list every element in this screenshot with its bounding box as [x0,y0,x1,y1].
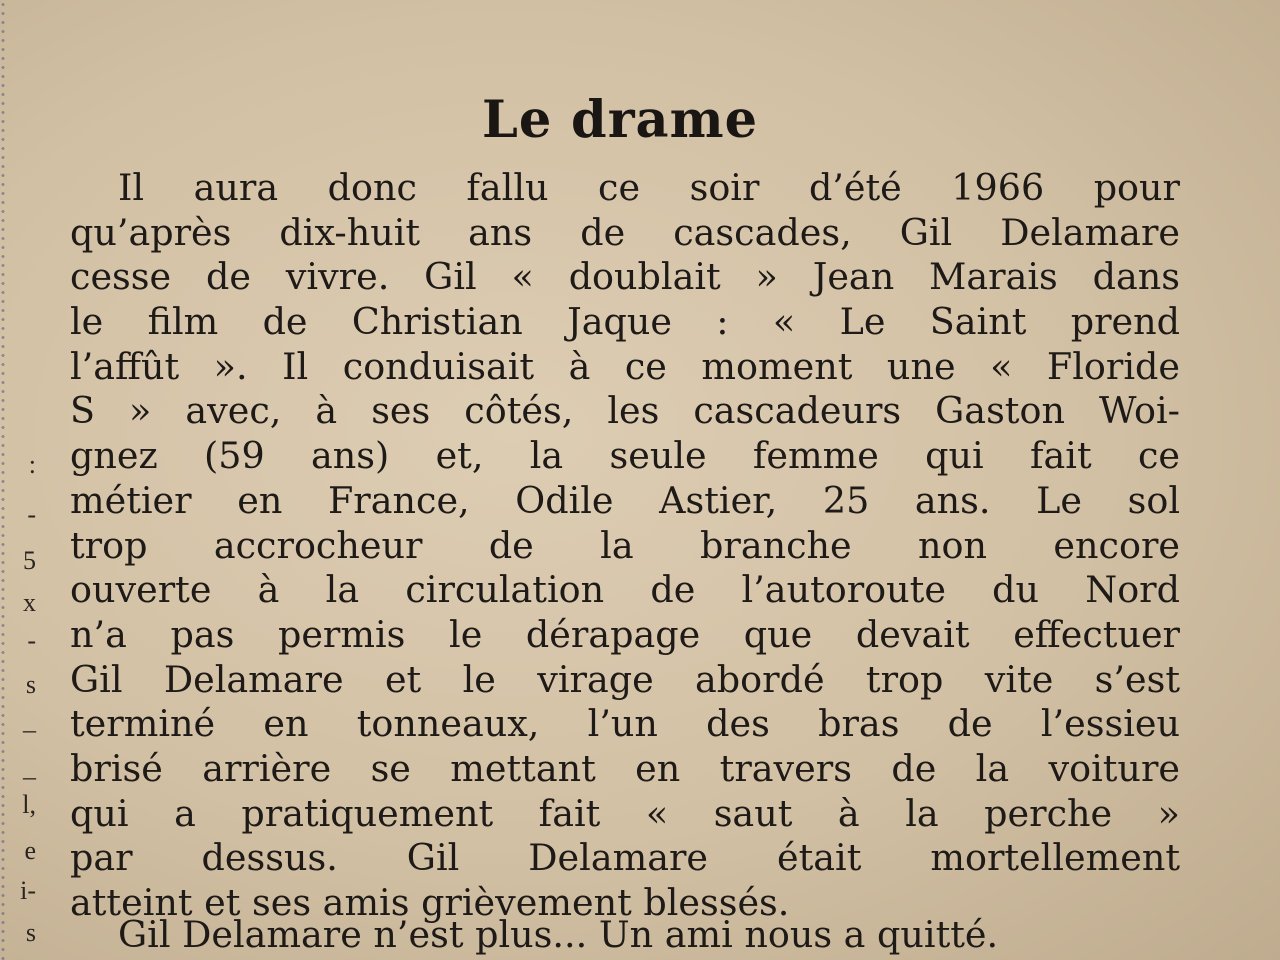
fragment-text: : [28,450,36,479]
fragment-text: x [23,588,36,617]
fragment-text: - [27,626,36,655]
fragment-text: _ [23,706,36,735]
text-line: métier en France, Odile Astier, 25 ans. Le sol [70,478,1180,522]
text-line: trop accrocheur de la branche non encore [70,523,1180,567]
text-line: l’affût ». Il conduisait à ce moment une « Floride [70,344,1180,388]
article-title: Le drame [481,90,759,151]
text-line: qu’après dix-huit ans de cascades, Gil Delamare [70,210,1180,254]
article-paragraph-2 [70,913,1180,958]
text-line: Il aura donc fallu ce soir d’été 1966 pour [118,166,1180,209]
fragment-text: - [27,500,36,529]
text-line: S » avec, à ses côtés, les cascadeurs Gaston Woi- [70,389,1180,433]
text-line: Gil Delamare n’est plus... Un ami nous a quitté. [118,913,999,956]
text-line: par dessus. Gil Delamare était mortellement [70,836,1180,880]
text-line: ouverte à la circulation de l’autoroute du Nord [70,568,1180,612]
text-line: terminé en tonneaux, l’un des bras de l’essieu [70,702,1180,746]
fragment-text: s [25,918,36,947]
fragment-text: e [24,836,36,865]
text-line: qui a pratiquement fait « saut à la perche » [70,791,1180,835]
fragment-text: l, [22,790,36,819]
text-line: le film de Christian Jaque : « Le Saint prend [70,300,1180,344]
text-line: gnez (59 ans) et, la seule femme qui fait ce [70,434,1180,478]
text-line: atteint et ses amis grièvement blessés. [70,881,790,924]
text-line: brisé arrière se mettant en travers de la voiture [70,746,1180,790]
text-line: n’a pas permis le dérapage que devait effectuer [70,612,1180,656]
fragment-text: s [25,670,36,699]
fragment-text: i- [20,876,36,905]
text-line: cesse de vivre. Gil « doublait » Jean Marais dans [70,255,1180,299]
fragment-text: _ [23,753,36,782]
article-paragraph-1 [70,166,1180,926]
fragment-text: 5 [23,546,36,575]
text-line: Gil Delamare et le virage abordé trop vite s’est [70,657,1180,701]
